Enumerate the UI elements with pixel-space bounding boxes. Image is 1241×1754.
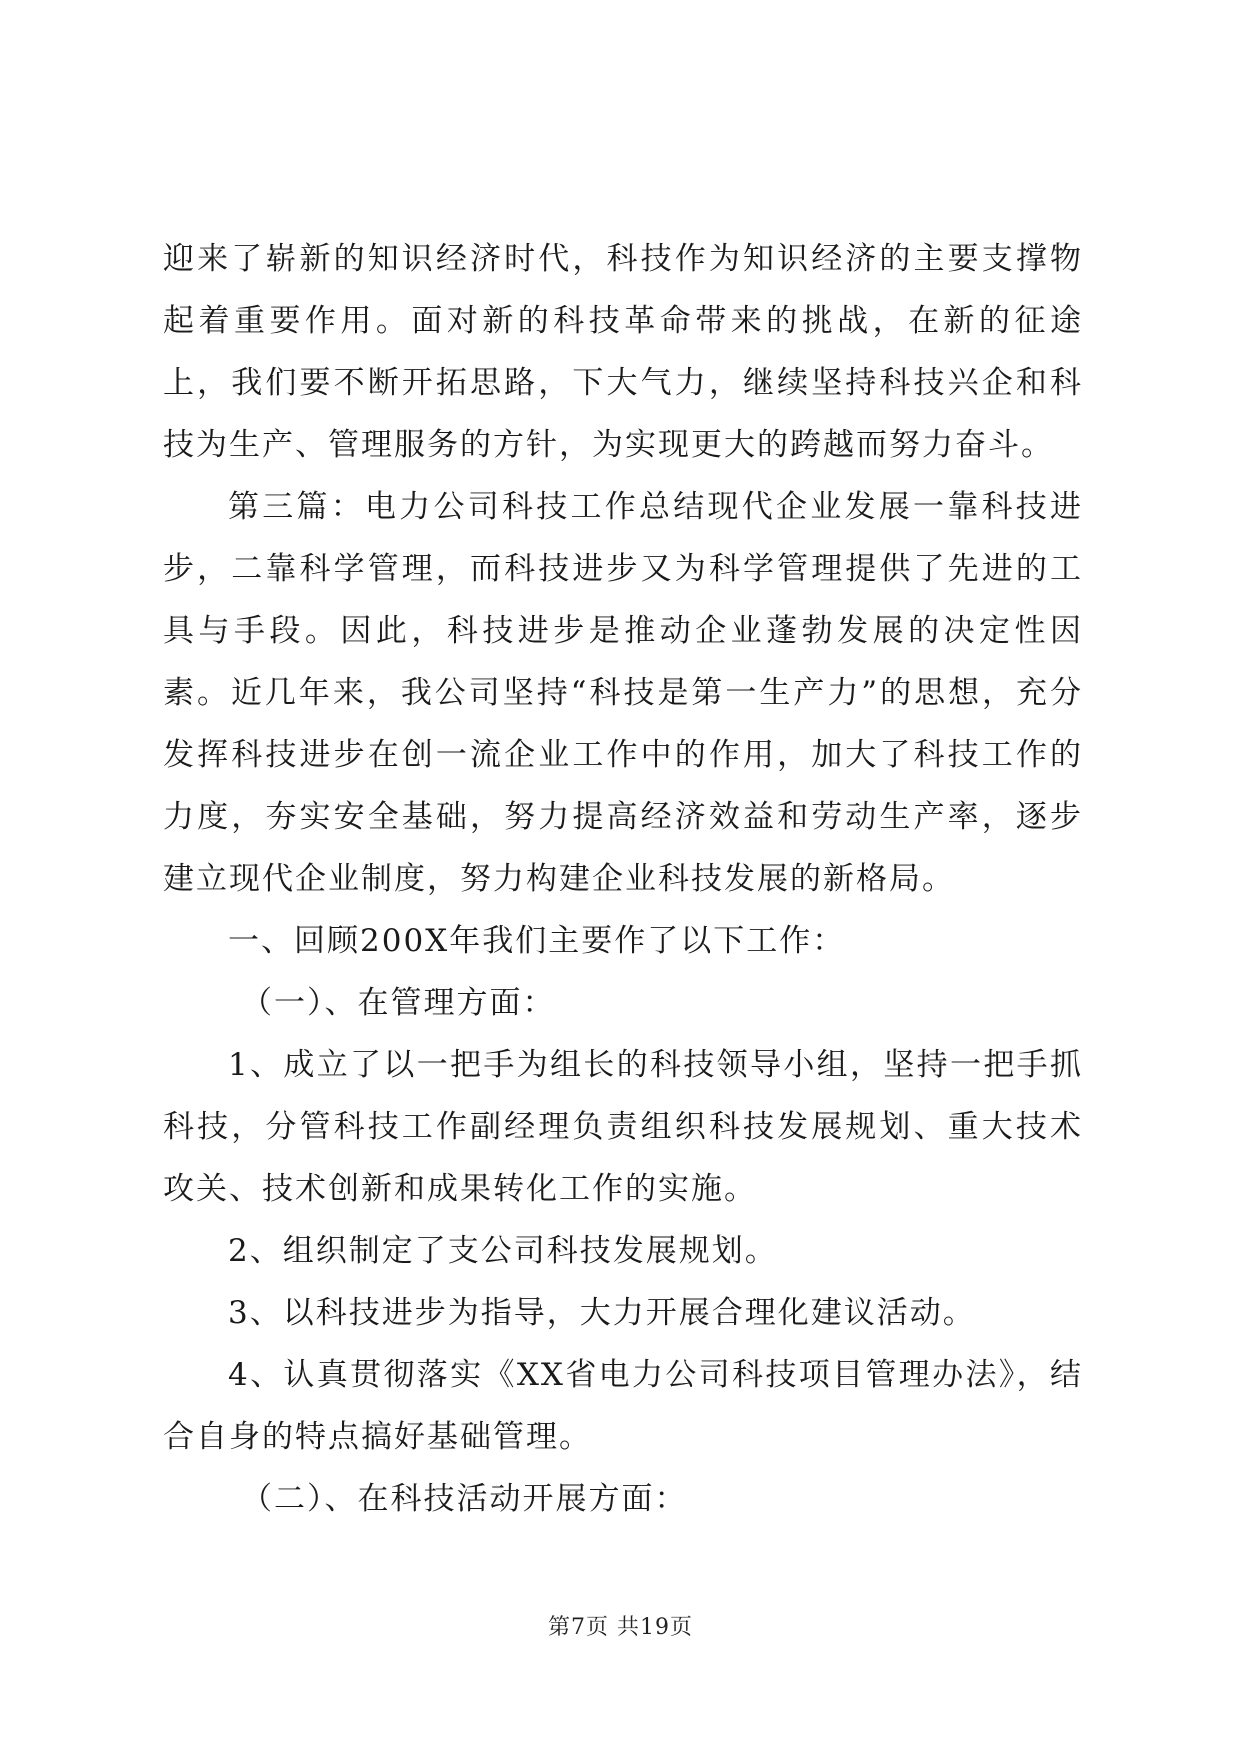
list-item-3: 3、以科技进步为指导，大力开展合理化建议活动。 xyxy=(228,1295,976,1331)
document-body xyxy=(163,228,1083,1530)
subsection-heading-management: （一）、在管理方面： xyxy=(241,985,556,1021)
page-footer: 第7页 共19页 xyxy=(548,1615,693,1640)
subsection-heading-activities: （二）、在科技活动开展方面： xyxy=(241,1481,688,1517)
paragraph-continuation: 迎来了崭新的知识经济时代，科技作为知识经济的主要支撑物起着重要作用。面对新的科技革命带来的挑战，在新的征途上，我们要不断开拓思路，下大气力，继续坚持科技兴企和科技为生产、管理服务的方针，为实现更大的跨越而努力奋斗。 xyxy=(163,241,1083,463)
paragraph-part-three: 第三篇：电力公司科技工作总结现代企业发展一靠科技进步，二靠科学管理，而科技进步又为科学管理提供了先进的工具与手段。因此，科技进步是推动企业蓬勃发展的决定性因素。近几年来，我公司坚持“科技是第一生产力”的思想，充分发挥科技进步在创一流企业工作中的作用，加大了科技工作的力度，夯实安全基础，努力提高经济效益和劳动生产率，逐步建立现代企业制度，努力构建企业科技发展的新格局。 xyxy=(163,489,1083,897)
list-item-1: 1、成立了以一把手为组长的科技领导小组，坚持一把手抓科技，分管科技工作副经理负责组织科技发展规划、重大技术攻关、技术创新和成果转化工作的实施。 xyxy=(163,1047,1083,1207)
list-item-4: 4、认真贯彻落实《XX省电力公司科技项目管理办法》，结合自身的特点搞好基础管理。 xyxy=(163,1357,1083,1455)
section-heading-review: 一、回顾200X年我们主要作了以下工作： xyxy=(228,923,846,959)
list-item-2: 2、组织制定了支公司科技发展规划。 xyxy=(228,1233,778,1269)
